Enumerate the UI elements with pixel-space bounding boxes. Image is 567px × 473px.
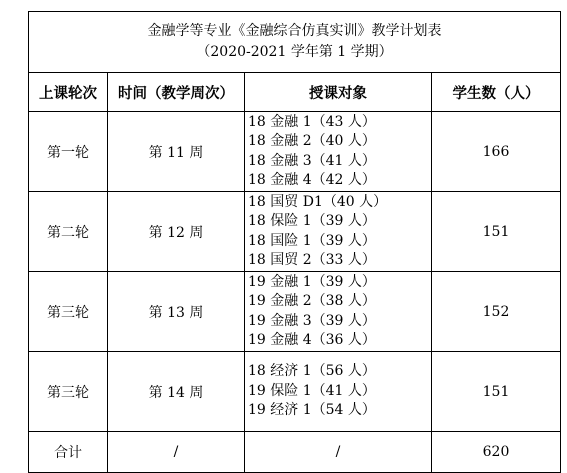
target-class: 18 金融 3（41 人）: [248, 152, 376, 169]
table-row: [29, 272, 561, 352]
target-class: 18 金融 2（40 人）: [248, 133, 376, 149]
target-class: 19 金融 2（38 人）: [248, 293, 376, 309]
target-cell: [245, 192, 432, 272]
round-cell: 第二轮: [29, 192, 108, 272]
target-cell: [245, 112, 432, 192]
header-round: 上课轮次: [29, 73, 108, 112]
target-class: 18 金融 4（42 人）: [248, 172, 376, 188]
total-count: 620: [432, 432, 561, 473]
target-cell: [245, 272, 432, 352]
target-class: 19 保险 1（41 人）: [248, 382, 376, 399]
total-label: 合计: [29, 432, 108, 473]
target-class: 18 国贸 2（33 人）: [248, 252, 376, 268]
target-class: 19 金融 1（39 人）: [248, 273, 376, 290]
target-class: 18 保险 1（39 人）: [248, 213, 376, 229]
teaching-plan-table: [28, 11, 561, 473]
week-cell: 第 14 周: [108, 352, 245, 432]
header-students: 学生数（人）: [432, 73, 561, 112]
target-class: 19 经济 1（54 人）: [248, 402, 376, 419]
table-row: [29, 112, 561, 192]
total-target: /: [245, 432, 432, 473]
header-row: [29, 73, 561, 112]
table-row: [29, 192, 561, 272]
week-cell: 第 12 周: [108, 192, 245, 272]
table-title: [29, 12, 561, 73]
target-class: 19 金融 4（36 人）: [248, 332, 376, 348]
week-cell: 第 13 周: [108, 272, 245, 352]
student-count-cell: 166: [432, 112, 561, 192]
header-time: 时间（教学周次）: [108, 73, 245, 112]
student-count-cell: 151: [432, 352, 561, 432]
table-row: [29, 352, 561, 432]
target-class: 18 国贸 D1（40 人）: [248, 193, 388, 210]
round-cell: 第一轮: [29, 112, 108, 192]
target-class: 19 金融 3（39 人）: [248, 312, 376, 329]
target-class: 18 金融 1（43 人）: [248, 113, 376, 130]
round-cell: 第三轮: [29, 272, 108, 352]
week-cell: 第 11 周: [108, 112, 245, 192]
table-title-main: 金融学等专业《金融综合仿真实训》教学计划表: [147, 23, 442, 39]
table-title-term: （2020-2021 学年第 1 学期）: [196, 44, 393, 60]
header-target: 授课对象: [245, 73, 432, 112]
target-class: 18 国险 1（39 人）: [248, 232, 376, 249]
target-class: 18 经济 1（56 人）: [248, 363, 376, 380]
total-row: [29, 432, 561, 473]
student-count-cell: 151: [432, 192, 561, 272]
round-cell: 第三轮: [29, 352, 108, 432]
total-week: /: [108, 432, 245, 473]
target-cell: [245, 352, 432, 432]
student-count-cell: 152: [432, 272, 561, 352]
